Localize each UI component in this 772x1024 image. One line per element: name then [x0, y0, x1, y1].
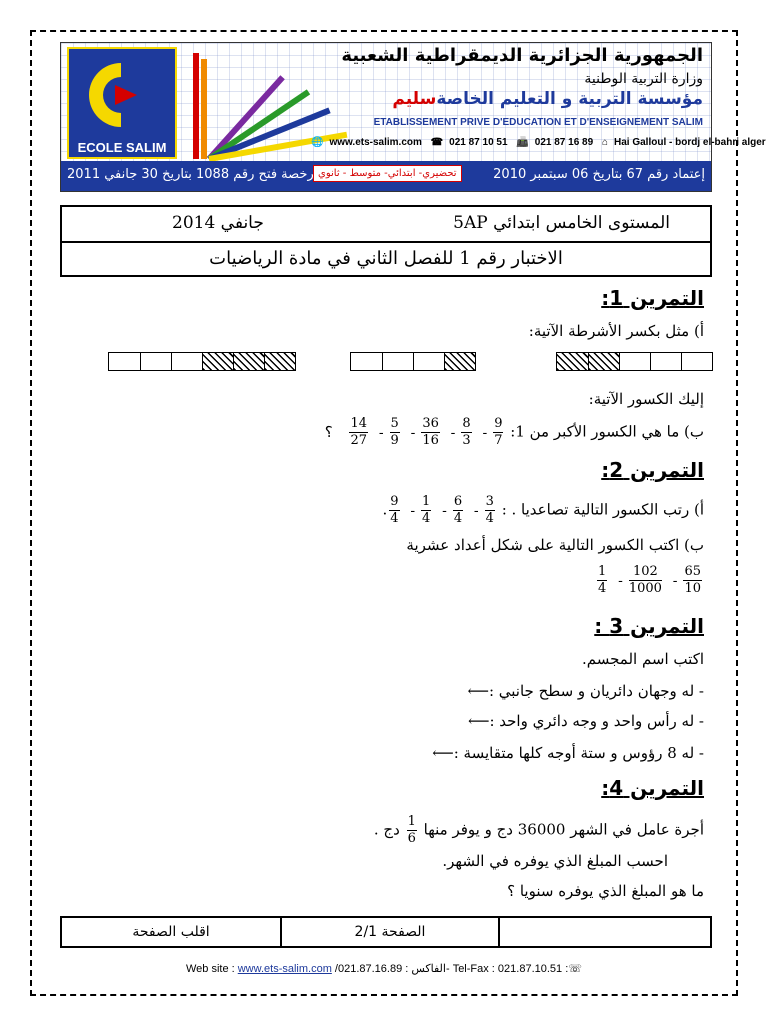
bar-cell-shaded — [444, 353, 475, 370]
fraction-numerator: 1 — [422, 494, 431, 509]
exercise-1-intro: إليك الكسور الآتية: — [588, 390, 704, 408]
exam-title-box — [60, 205, 712, 277]
question-mark: ؟ — [324, 422, 333, 441]
fraction — [629, 564, 662, 597]
approval-band — [61, 161, 711, 191]
phone-icon: ☎ — [430, 137, 444, 148]
header-phone: 021 87 10 51 — [449, 137, 508, 148]
fraction — [461, 416, 471, 449]
footer-turn-page: اقلب الصفحة — [132, 924, 210, 940]
date-label: جانفي 2014 — [172, 213, 264, 233]
fraction — [389, 494, 399, 527]
exercise-3-item: - له 8 رؤوس و ستة أوجه كلها متقايسة :⟵ — [432, 744, 704, 762]
fax-icon: 📠 — [516, 137, 529, 148]
fraction-denominator: 9 — [390, 433, 399, 448]
fraction-numerator: 36 — [422, 416, 439, 431]
website-link[interactable]: www.ets-salim.com — [237, 963, 332, 975]
fraction-denominator: 27 — [350, 433, 368, 448]
fraction-denominator: 10 — [684, 581, 701, 596]
fraction-denominator: 4 — [422, 511, 431, 526]
fraction-numerator: 3 — [485, 494, 494, 509]
bar-cell — [382, 353, 413, 370]
exam-title: الاختبار رقم 1 للفصل الثاني في مادة الرياضيات — [209, 248, 563, 269]
exercise-1-part-b: ب) ما هي الكسور الأكبر من 1: $\frac{9}{7}$ - $\frac{8}{3}$ - $\frac{36}{16}$ - $\frac{5}{9}$ - $\frac{14}{27}$ ؟ — [324, 416, 704, 448]
exercise-4-line-1 — [374, 814, 704, 847]
bar-cell — [681, 353, 712, 370]
fraction — [493, 416, 503, 449]
fraction-denominator: 16 — [422, 433, 439, 448]
fraction-numerator: 9 — [494, 416, 503, 431]
fraction-denominator: 7 — [494, 433, 503, 448]
institution-title — [392, 89, 703, 109]
exercise-2-part-a: أ) رتب الكسور التالية تصاعديا . : $\frac{3}{4}$ - $\frac{6}{4}$ - $\frac{1}{4}$ - $\frac{9}{4}$ . — [382, 494, 704, 526]
exercise-2-part-b: ب) اكتب الكسور التالية على شكل أعداد عشرية — [406, 536, 704, 554]
logo-emblem-icon — [81, 55, 161, 135]
exercise-2-part-a-text: أ) رتب الكسور التالية تصاعديا . : — [501, 500, 704, 519]
fraction — [597, 564, 607, 597]
fraction — [390, 416, 400, 449]
republic-title: الجمهورية الجزائرية الديمقراطية الشعبية — [341, 45, 703, 66]
levels-text: تحضيري- ابتدائي- متوسط - ثانوي — [313, 165, 462, 182]
logo-text: ECOLE SALIM — [77, 140, 167, 155]
fraction-denominator: 3 — [462, 433, 471, 448]
bar-cell — [650, 353, 681, 370]
bar-cell-shaded — [264, 353, 295, 370]
fraction-numerator: 1 — [407, 814, 416, 829]
title-row-level — [62, 207, 710, 243]
website-prefix: Web site : — [185, 963, 238, 975]
bar-cell — [109, 353, 140, 370]
fraction-denominator: 6 — [407, 831, 416, 846]
fraction-denominator: 4 — [485, 511, 494, 526]
exercise-2-title: التمرين 2: — [601, 458, 704, 482]
exercise-2-part-b-fractions: $\frac{65}{10}$ - $\frac{102}{1000}$ - $\frac{1}{4}$ — [598, 564, 701, 596]
footer-contact — [0, 962, 768, 975]
level-label: المستوى الخامس ابتدائي 5AP — [453, 213, 670, 233]
footer-table — [60, 916, 712, 948]
fraction-numerator: 5 — [390, 416, 399, 431]
bar-cell — [351, 353, 382, 370]
footer-page-number: الصفحة 2/1 — [280, 918, 498, 946]
fraction-denominator: 4 — [453, 511, 463, 526]
exercise-4-line-3: ما هو المبلغ الذي يوفره سنويا ؟ — [507, 882, 704, 900]
exercise-1-part-a: أ) مثل بكسر الأشرطة الآتية: — [528, 322, 704, 340]
bar-cell — [140, 353, 171, 370]
license-text: رخصة فتح رقم 1088 بتاريخ 30 جانفي 2011 — [67, 167, 314, 182]
approval-text: إعتماد رقم 67 بتاريخ 06 سبتمبر 2010 — [493, 167, 705, 182]
exercise-1-title: التمرين 1: — [601, 286, 704, 310]
exercise-3-title: التمرين 3 : — [594, 614, 704, 638]
footer-phone-fax: /021.87.16.89 : الفاكس- Tel-Fax : 021.87.10.51 :☏ — [331, 963, 583, 975]
exercise-4-line-1-a: أجرة عامل في الشهر 36000 دج و يوفر منها — [423, 820, 704, 839]
exercise-1-part-b-text: ب) ما هي الكسور الأكبر من 1: — [510, 422, 704, 441]
fraction-bar-3 — [556, 352, 713, 371]
header-fax: 021 87 16 89 — [534, 137, 594, 148]
fraction-bar-1 — [108, 352, 296, 371]
fraction-numerator: 1 — [598, 564, 607, 579]
fraction — [683, 564, 702, 597]
header-web: www.ets-salim.com — [329, 137, 422, 148]
fraction-denominator: 4 — [390, 511, 399, 526]
fraction-numerator: 8 — [462, 416, 471, 431]
exercise-3-intro: اكتب اسم المجسم. — [581, 650, 704, 668]
bar-cell-shaded — [588, 353, 619, 370]
web-icon: 🌐 — [311, 137, 324, 148]
home-icon: ⌂ — [601, 137, 608, 148]
exercise-4-line-2: احسب المبلغ الذي يوفره في الشهر. — [442, 852, 668, 870]
fraction — [485, 494, 495, 527]
bar-cell — [171, 353, 202, 370]
fraction — [349, 416, 368, 449]
exercise-4-title: التمرين 4: — [601, 776, 704, 800]
bar-cell-shaded — [202, 353, 233, 370]
exercise-3-item: - له وجهان دائريان و سطح جانبي :⟵ — [467, 682, 704, 700]
footer-empty-cell — [498, 918, 710, 946]
header-address: Hai Galloul - bordj el-bahri alger — [613, 137, 766, 148]
institution-main: مؤسسة التربية و التعليم الخاصة — [436, 89, 703, 109]
exercise-3-item: - له رأس واحد و وجه دائري واحد :⟵ — [467, 712, 704, 730]
institution-name: سليم — [392, 89, 437, 109]
fraction — [453, 494, 463, 527]
bar-cell-shaded — [557, 353, 588, 370]
institution-fr: ETABLISSEMENT PRIVE D'EDUCATION ET D'ENSEIGNEMENT SALIM — [373, 117, 703, 128]
fraction-numerator: 6 — [453, 494, 463, 509]
ministry-title: وزارة التربية الوطنية — [584, 71, 703, 87]
school-header — [60, 42, 766, 192]
fraction-denominator: 4 — [598, 581, 607, 596]
fraction-numerator: 102 — [629, 564, 662, 581]
fraction-numerator: 14 — [350, 416, 368, 431]
fraction-numerator: 65 — [684, 564, 701, 579]
fraction — [421, 494, 431, 527]
fraction-bar-2 — [350, 352, 476, 371]
fraction — [421, 416, 440, 449]
fraction-denominator: 1000 — [628, 581, 662, 596]
bar-cell — [619, 353, 650, 370]
fraction — [407, 814, 417, 847]
bar-cell — [413, 353, 444, 370]
contact-row — [311, 137, 772, 148]
title-row-exam — [62, 243, 710, 275]
fraction-numerator: 9 — [390, 494, 399, 509]
bar-cell-shaded — [233, 353, 264, 370]
exercise-4-line-1-b: دج . — [373, 820, 400, 839]
school-logo — [67, 47, 177, 159]
